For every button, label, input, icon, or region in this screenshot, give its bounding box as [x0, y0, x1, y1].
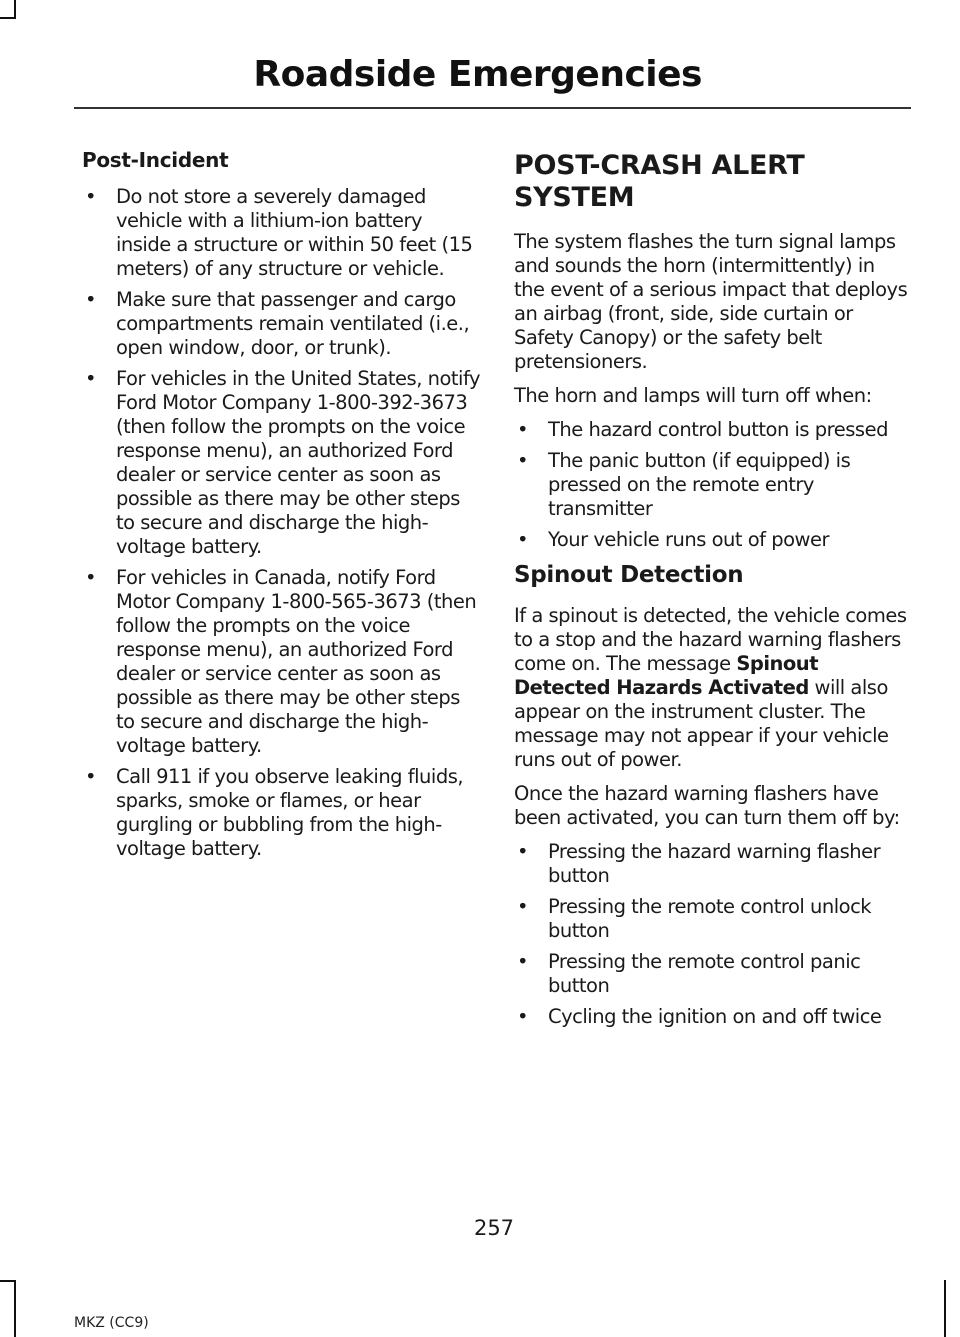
bullet-icon: • [517, 950, 529, 973]
bullet-icon: • [517, 895, 529, 918]
list-item: • Make sure that passenger and cargo compartments remain ventilated (i.e., open window, door, or trunk). [85, 288, 470, 359]
list-item: • For vehicles in Canada, notify Ford Motor Company 1-800-565-3673 (then follow the prompts on the voice response menu), an authorized Ford dealer or service center as soon as possible as there may be other steps to secure and discharge the high-voltage battery. [85, 566, 477, 757]
list-item: • Your vehicle runs out of power [517, 528, 829, 551]
header-rule [74, 107, 911, 109]
bullet-icon: • [517, 449, 529, 472]
bullet-icon: • [85, 765, 97, 788]
crop-mark [944, 1280, 946, 1337]
post-incident-heading: Post-Incident [82, 148, 229, 172]
post-crash-intro: The system flashes the turn signal lamps and sounds the horn (intermittently) in the event of a serious impact that deploys an airbag (front, side, side curtain or Safety Canopy) or the safety belt pretensioners. [514, 230, 908, 373]
spinout-paragraph-2: Once the hazard warning flashers have been activated, you can turn them off by: [514, 782, 900, 829]
list-item: • Cycling the ignition on and off twice [517, 1005, 882, 1028]
crop-mark [14, 0, 16, 18]
list-item: • The hazard control button is pressed [517, 418, 888, 441]
right-column [514, 148, 909, 1036]
turn-off-intro: The horn and lamps will turn off when: [514, 384, 872, 407]
bullet-icon: • [517, 1005, 529, 1028]
footer-model-code: MKZ (CC9) [74, 1315, 149, 1331]
turn-off-list [514, 418, 909, 552]
list-item: • Pressing the remote control unlock button [517, 895, 872, 942]
bullet-icon: • [517, 528, 529, 551]
bullet-icon: • [85, 185, 97, 208]
bullet-icon: • [85, 367, 97, 390]
page-header-title: Roadside Emergencies [253, 54, 702, 95]
left-column [82, 148, 482, 868]
list-item: • Call 911 if you observe leaking fluids, sparks, smoke or flames, or hear gurgling or bubbling from the high-voltage battery. [85, 765, 464, 860]
post-crash-alert-heading: POST-CRASH ALERT SYSTEM [514, 150, 805, 213]
list-item: • The panic button (if equipped) is pressed on the remote entry transmitter [517, 449, 851, 520]
bullet-icon: • [517, 418, 529, 441]
crop-mark [0, 1280, 16, 1282]
page-number: 257 [473, 1216, 515, 1240]
spinout-turn-off-list [514, 840, 909, 1029]
spinout-message: Spinout Detected Hazards Activated [514, 652, 819, 699]
list-item: • Pressing the hazard warning flasher button [517, 840, 881, 887]
bullet-icon: • [85, 566, 97, 589]
crop-mark [14, 1280, 16, 1337]
crop-mark [0, 17, 16, 19]
post-incident-list [82, 185, 482, 861]
list-item: • Pressing the remote control panic button [517, 950, 861, 997]
bullet-icon: • [85, 288, 97, 311]
spinout-detection-heading: Spinout Detection [514, 562, 744, 588]
bullet-icon: • [517, 840, 529, 863]
list-item: • For vehicles in the United States, notify Ford Motor Company 1-800-392-3673 (then follow the prompts on the voice response menu), an authorized Ford dealer or service center as soon as possible as there may be other steps to secure and discharge the high-voltage battery. [85, 367, 481, 558]
spinout-paragraph: If a spinout is detected, the vehicle comes to a stop and the hazard warning flashers come on. The message Spinout Detected Hazards Activated will also appear on the instrument cluster. The message may not appear if your vehicle runs out of power. [514, 604, 907, 771]
list-item: • Do not store a severely damaged vehicle with a lithium-ion battery inside a structure or within 50 feet (15 meters) of any structure or vehicle. [85, 185, 473, 280]
